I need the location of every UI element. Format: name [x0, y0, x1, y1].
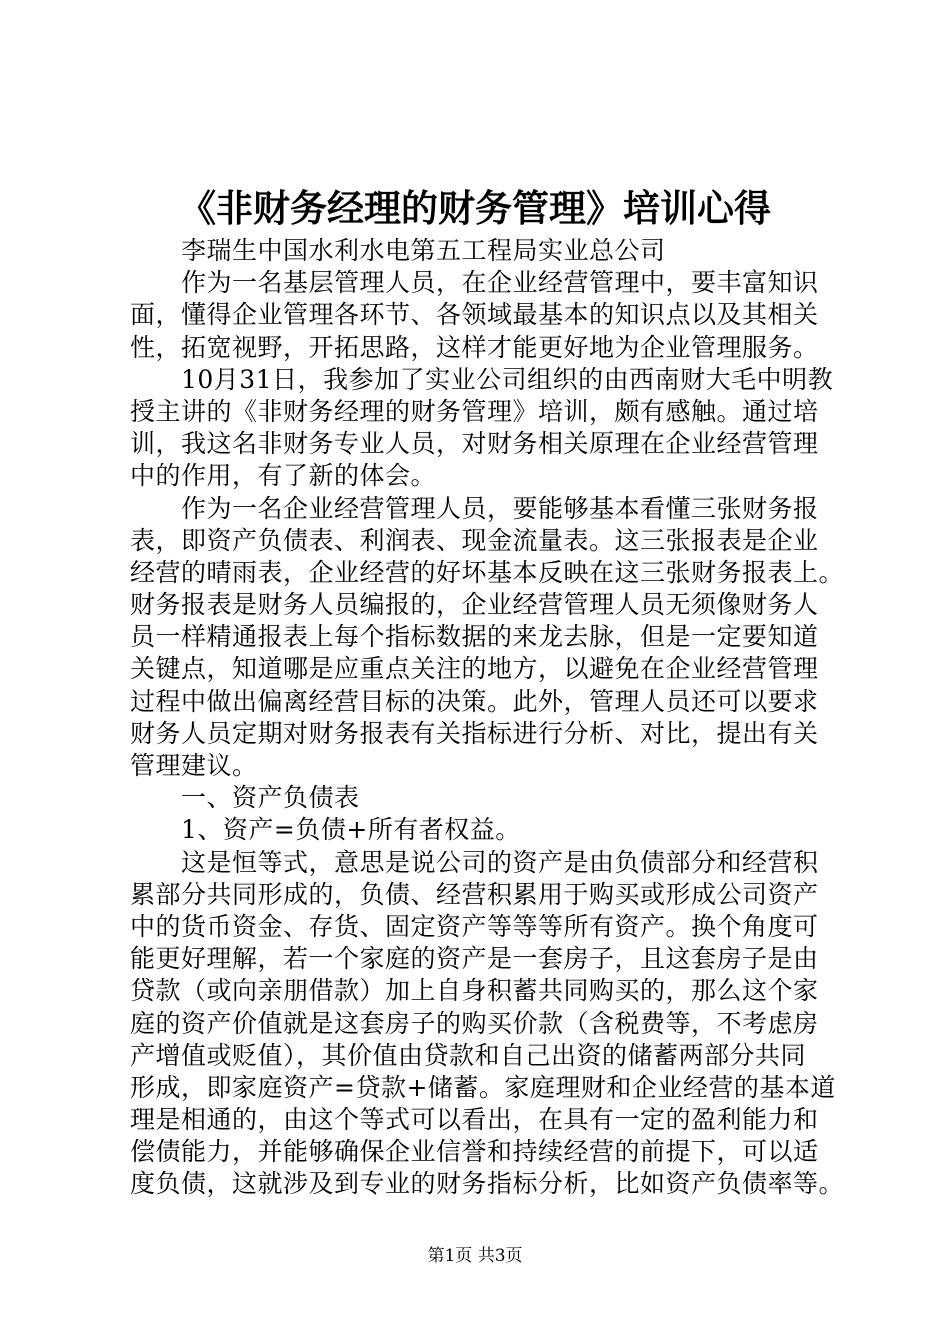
paragraph-line: 训，我这名非财务专业人员，对财务相关原理在企业经营管理 — [130, 429, 819, 459]
paragraph-line: 员一样精通报表上每个指标数据的来龙去脉，但是一定要知道 — [130, 622, 819, 652]
paragraph-line: 偿债能力，并能够确保企业信誉和持续经营的前提下，可以适 — [130, 1137, 819, 1167]
paragraph-line: 管理建议。 — [130, 751, 258, 780]
paragraph-line: 性，拓宽视野，开拓思路，这样才能更好地为企业管理服务。 — [130, 332, 819, 362]
paragraph-line: 产增值或贬值），其价值由贷款和自己出资的储蓄两部分共同 — [130, 1040, 807, 1070]
subsection-heading: 1、资产=负债+所有者权益。 — [181, 815, 521, 845]
paragraph-line: 面，懂得企业管理各环节、各领域最基本的知识点以及其相关 — [130, 300, 819, 330]
page-number-footer: 第1页 共3页 — [427, 1246, 523, 1266]
paragraph-line: 过程中做出偏离经营目标的决策。此外，管理人员还可以要求 — [130, 686, 819, 716]
section-heading: 一、资产负债表 — [181, 783, 360, 813]
paragraph-line: 累部分共同形成的，负债、经营积累用于购买或形成公司资产 — [130, 879, 819, 909]
paragraph-line: 作为一名基层管理人员，在企业经营管理中，要丰富知识 — [181, 268, 819, 298]
paragraph-line: 理是相通的，由这个等式可以看出，在具有一定的盈利能力和 — [130, 1105, 819, 1135]
paragraph-line: 作为一名企业经营管理人员，要能够基本看懂三张财务报 — [181, 493, 819, 523]
paragraph-line: 中的作用，有了新的体会。 — [130, 461, 437, 491]
paragraph-line: 经营的晴雨表，企业经营的好坏基本反映在这三张财务报表上。 — [130, 557, 845, 587]
paragraph-line: 财务人员定期对财务报表有关指标进行分析、对比，提出有关 — [130, 718, 819, 748]
author-line: 李瑞生中国水利水电第五工程局实业总公司 — [181, 236, 666, 265]
paragraph-line: 贷款（或向亲朋借款）加上自身积蓄共同购买的，那么这个家 — [130, 976, 819, 1006]
document-body — [130, 235, 845, 1201]
paragraph-line: 授主讲的《非财务经理的财务管理》培训，颇有感触。通过培 — [130, 396, 819, 426]
paragraph-line: 关键点，知道哪是应重点关注的地方，以避免在企业经营管理 — [130, 654, 819, 684]
paragraph-line: 度负债，这就涉及到专业的财务指标分析，比如资产负债率等。 — [130, 1169, 845, 1199]
paragraph-line: 能更好理解，若一个家庭的资产是一套房子，且这套房子是由 — [130, 944, 819, 974]
paragraph-line: 庭的资产价值就是这套房子的购买价款（含税费等，不考虑房 — [130, 1008, 819, 1038]
paragraph-line: 这是恒等式，意思是说公司的资产是由负债部分和经营积 — [181, 847, 819, 877]
paragraph-line: 形成，即家庭资产=贷款+储蓄。家庭理财和企业经营的基本道 — [130, 1072, 836, 1102]
paragraph-line: 中的货币资金、存货、固定资产等等等所有资产。换个角度可 — [130, 911, 819, 941]
document-title: 《非财务经理的财务管理》培训心得 — [179, 186, 771, 230]
paragraph-line: 表，即资产负债表、利润表、现金流量表。这三张报表是企业 — [130, 525, 819, 555]
paragraph-line: 10月31日，我参加了实业公司组织的由西南财大毛中明教 — [181, 364, 834, 394]
paragraph-line: 财务报表是财务人员编报的，企业经营管理人员无须像财务人 — [130, 590, 819, 620]
